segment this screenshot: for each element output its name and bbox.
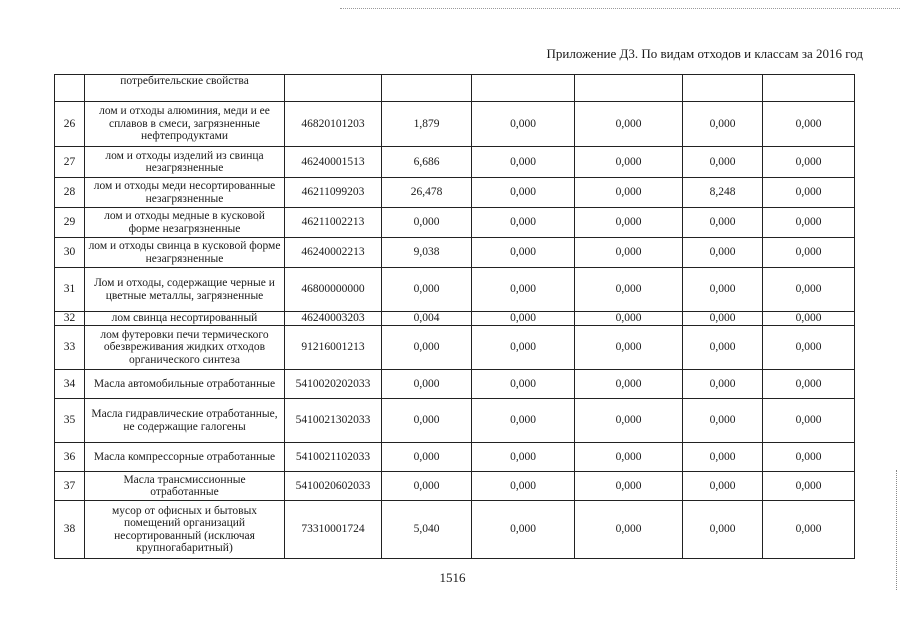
cell-number: 32 xyxy=(55,312,85,326)
cell-number: 26 xyxy=(55,102,85,147)
cell-code: 46240001513 xyxy=(285,147,382,178)
cell-value: 0,000 xyxy=(575,370,683,399)
cell-value: 6,686 xyxy=(382,147,472,178)
cell-value: 0,000 xyxy=(472,178,575,208)
cell-value: 0,000 xyxy=(763,399,855,443)
cell-value: 0,000 xyxy=(472,102,575,147)
page-number: 1516 xyxy=(439,570,466,585)
cell-value: 9,038 xyxy=(382,238,472,268)
cell-waste-name: лом и отходы свинца в кусковой форме незагрязненные xyxy=(85,238,285,268)
cell-code: 5410021102033 xyxy=(285,443,382,472)
cell-waste-name: лом и отходы медные в кусковой форме незагрязненные xyxy=(85,208,285,238)
table-row xyxy=(55,370,855,399)
table-row xyxy=(55,238,855,268)
cell-code: 5410021302033 xyxy=(285,399,382,443)
cell-value: 0,000 xyxy=(575,208,683,238)
cell-code xyxy=(285,75,382,102)
cell-number: 28 xyxy=(55,178,85,208)
cell-value: 0,000 xyxy=(575,399,683,443)
cell-value: 0,000 xyxy=(763,268,855,312)
cell-value: 0,000 xyxy=(763,208,855,238)
table-row xyxy=(55,208,855,238)
cell-value: 0,000 xyxy=(472,399,575,443)
page-header-title: Приложение Д3. По видам отходов и классам за 2016 год xyxy=(546,46,863,61)
table-row xyxy=(55,147,855,178)
cell-value: 0,000 xyxy=(763,102,855,147)
cell-value: 0,000 xyxy=(382,208,472,238)
cell-value: 0,000 xyxy=(575,501,683,559)
cell-value: 0,000 xyxy=(575,147,683,178)
cell-value: 0,000 xyxy=(683,501,763,559)
cell-value xyxy=(683,75,763,102)
table-row-continuation xyxy=(55,75,855,102)
cell-waste-name: лом и отходы меди несортированные незагрязненные xyxy=(85,178,285,208)
cell-code: 46211002213 xyxy=(285,208,382,238)
cell-value xyxy=(575,75,683,102)
table-body xyxy=(55,75,855,559)
cell-value: 0,000 xyxy=(472,501,575,559)
cell-value: 0,000 xyxy=(683,147,763,178)
cell-value: 0,000 xyxy=(683,208,763,238)
cell-value: 0,000 xyxy=(763,326,855,370)
cell-value: 26,478 xyxy=(382,178,472,208)
cell-number: 38 xyxy=(55,501,85,559)
cell-number: 36 xyxy=(55,443,85,472)
cell-value: 0,000 xyxy=(683,399,763,443)
cell-value: 0,000 xyxy=(472,147,575,178)
cell-code: 46211099203 xyxy=(285,178,382,208)
cell-code: 46240002213 xyxy=(285,238,382,268)
cell-value: 0,000 xyxy=(575,238,683,268)
cell-value: 0,000 xyxy=(763,472,855,501)
cell-value: 0,000 xyxy=(382,399,472,443)
cell-code: 73310001724 xyxy=(285,501,382,559)
cell-waste-name: лом свинца несортированный xyxy=(85,312,285,326)
cell-value: 0,000 xyxy=(683,326,763,370)
cell-value xyxy=(763,75,855,102)
cell-number: 37 xyxy=(55,472,85,501)
cell-code: 91216001213 xyxy=(285,326,382,370)
cell-value: 0,000 xyxy=(683,472,763,501)
cell-value: 0,000 xyxy=(472,238,575,268)
cell-value xyxy=(472,75,575,102)
cell-code: 5410020602033 xyxy=(285,472,382,501)
cell-value: 0,000 xyxy=(763,238,855,268)
table-row xyxy=(55,326,855,370)
cell-waste-name: Масла гидравлические отработанные, не содержащие галогены xyxy=(85,399,285,443)
cell-code: 46240003203 xyxy=(285,312,382,326)
cell-value: 0,000 xyxy=(472,370,575,399)
cell-value: 0,000 xyxy=(575,178,683,208)
cell-value: 0,000 xyxy=(683,443,763,472)
cell-value: 0,000 xyxy=(472,312,575,326)
cell-value: 0,000 xyxy=(575,472,683,501)
cell-number: 35 xyxy=(55,399,85,443)
cell-value: 0,000 xyxy=(683,312,763,326)
cell-code: 46800000000 xyxy=(285,268,382,312)
cell-waste-name: лом футеровки печи термического обезвреживания жидких отходов органического синтеза xyxy=(85,326,285,370)
cell-value: 0,004 xyxy=(382,312,472,326)
cell-value: 0,000 xyxy=(683,268,763,312)
cell-value: 0,000 xyxy=(382,443,472,472)
table-row xyxy=(55,268,855,312)
cell-waste-name: Масла трансмиссионные отработанные xyxy=(85,472,285,501)
cell-value: 0,000 xyxy=(382,268,472,312)
cell-number: 29 xyxy=(55,208,85,238)
cell-value: 0,000 xyxy=(763,370,855,399)
cell-code: 5410020202033 xyxy=(285,370,382,399)
cell-number: 30 xyxy=(55,238,85,268)
cell-number: 27 xyxy=(55,147,85,178)
cell-value: 5,040 xyxy=(382,501,472,559)
cell-value: 0,000 xyxy=(575,326,683,370)
cell-value: 0,000 xyxy=(763,312,855,326)
cell-waste-name: мусор от офисных и бытовых помещений организаций несортированный (исключая крупногабаритный) xyxy=(85,501,285,559)
cell-value: 0,000 xyxy=(763,443,855,472)
cell-value: 0,000 xyxy=(472,208,575,238)
cell-value: 0,000 xyxy=(472,326,575,370)
cell-value: 0,000 xyxy=(763,501,855,559)
cell-number: 34 xyxy=(55,370,85,399)
cell-value: 0,000 xyxy=(575,443,683,472)
cell-value: 1,879 xyxy=(382,102,472,147)
cell-value: 0,000 xyxy=(575,312,683,326)
cell-waste-name: Масла компрессорные отработанные xyxy=(85,443,285,472)
table-row xyxy=(55,501,855,559)
cell-value: 0,000 xyxy=(683,102,763,147)
cell-value: 0,000 xyxy=(763,178,855,208)
cell-value: 0,000 xyxy=(382,326,472,370)
cell-value: 0,000 xyxy=(575,268,683,312)
table-row xyxy=(55,102,855,147)
table-row xyxy=(55,472,855,501)
table-row xyxy=(55,178,855,208)
scan-artifact-line xyxy=(340,8,900,11)
cell-code: 46820101203 xyxy=(285,102,382,147)
table-row xyxy=(55,443,855,472)
cell-value: 0,000 xyxy=(472,472,575,501)
cell-value: 0,000 xyxy=(382,370,472,399)
cell-value: 0,000 xyxy=(683,238,763,268)
cell-value: 0,000 xyxy=(472,443,575,472)
cell-value: 0,000 xyxy=(575,102,683,147)
cell-value xyxy=(382,75,472,102)
waste-table xyxy=(54,74,855,559)
cell-value: 0,000 xyxy=(472,268,575,312)
cell-value: 0,000 xyxy=(763,147,855,178)
cell-value: 8,248 xyxy=(683,178,763,208)
table-row xyxy=(55,399,855,443)
cell-waste-name: потребительские свойства xyxy=(85,75,285,102)
cell-number: 31 xyxy=(55,268,85,312)
table-row xyxy=(55,312,855,326)
cell-value: 0,000 xyxy=(683,370,763,399)
cell-waste-name: лом и отходы изделий из свинца незагрязненные xyxy=(85,147,285,178)
cell-waste-name: Лом и отходы, содержащие черные и цветные металлы, загрязненные xyxy=(85,268,285,312)
cell-number xyxy=(55,75,85,102)
cell-number: 33 xyxy=(55,326,85,370)
cell-value: 0,000 xyxy=(382,472,472,501)
cell-waste-name: лом и отходы алюминия, меди и ее сплавов в смеси, загрязненные нефтепродуктами xyxy=(85,102,285,147)
cell-waste-name: Масла автомобильные отработанные xyxy=(85,370,285,399)
